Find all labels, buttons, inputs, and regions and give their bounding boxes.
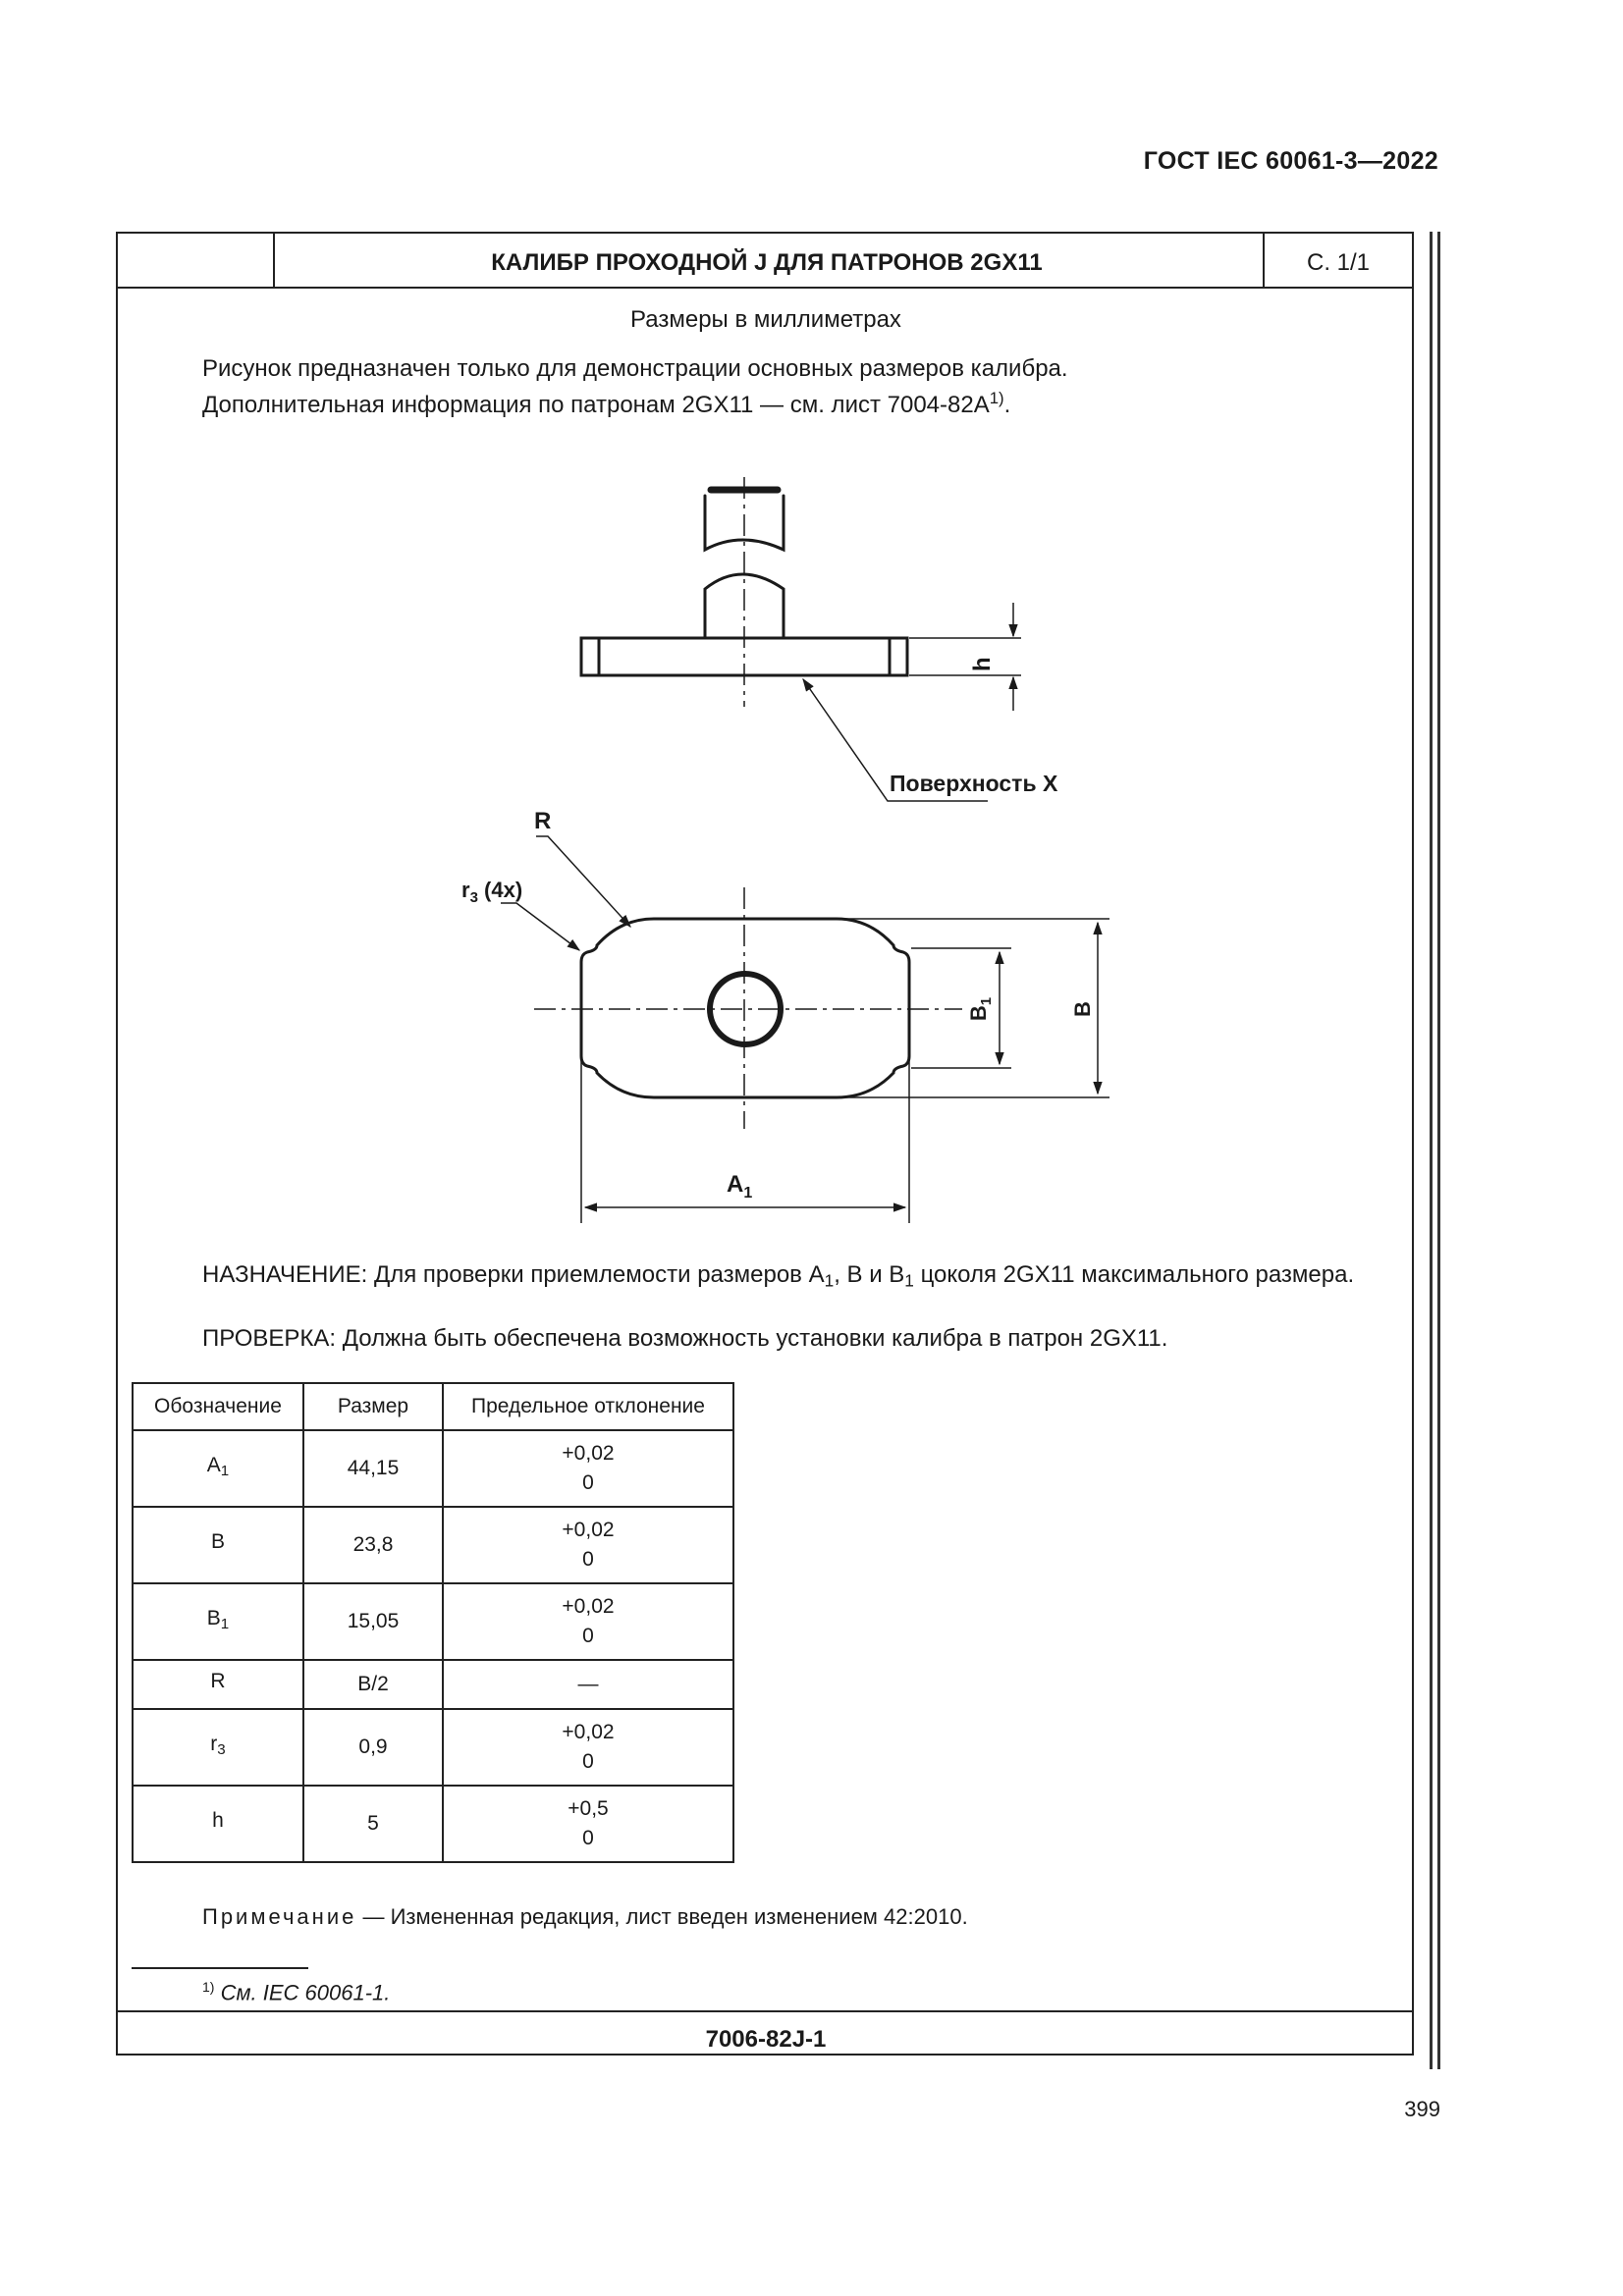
tolerance-cell: +0,02 0 bbox=[443, 1709, 733, 1786]
table-row bbox=[133, 1507, 733, 1583]
table-header: Предельное отклонение bbox=[443, 1383, 733, 1430]
surface-x-label: Поверхность X bbox=[890, 771, 1058, 796]
b-label: B bbox=[1070, 1001, 1095, 1017]
r-label: R bbox=[534, 808, 552, 834]
purpose-text: НАЗНАЧЕНИЕ: Для проверки приемлемости размеров $A_1$, B и $B_1$ цоколя 2GX11 максимального размера. bbox=[202, 1261, 1355, 1291]
size-cell: 5 bbox=[303, 1786, 443, 1862]
r-leader bbox=[536, 836, 630, 927]
sheet-code: 7006-82J-1 bbox=[705, 2026, 827, 2053]
gauge-outline bbox=[581, 919, 909, 1097]
intro-line-2: Дополнительная информация по патронам 2GX11 — см. лист $7004-82A^{1)}$. bbox=[202, 389, 1011, 418]
sheet-title: КАЛИБР ПРОХОДНОЙ J ДЛЯ ПАТРОНОВ 2GX11 bbox=[491, 249, 1043, 276]
size-cell: 23,8 bbox=[303, 1507, 443, 1583]
table-row bbox=[133, 1660, 733, 1709]
table-header: Размер bbox=[303, 1383, 443, 1430]
symbol-cell: B bbox=[133, 1507, 303, 1583]
a1-label: $A_1$ bbox=[727, 1171, 753, 1201]
symbol-cell: $B_1$ bbox=[133, 1583, 303, 1660]
size-cell: B/2 bbox=[303, 1660, 443, 1709]
table-header: Обозначение bbox=[133, 1383, 303, 1430]
tolerance-cell: +0,5 0 bbox=[443, 1786, 733, 1862]
dimension-table bbox=[132, 1382, 734, 1863]
symbol-cell: h bbox=[133, 1786, 303, 1862]
h-label: h bbox=[969, 657, 996, 671]
intro-line-1: Рисунок предназначен только для демонстрации основных размеров калибра. bbox=[202, 355, 1068, 382]
tolerance-cell: +0,02 0 bbox=[443, 1583, 733, 1660]
size-cell: 0,9 bbox=[303, 1709, 443, 1786]
footnote-rule bbox=[132, 1967, 308, 1969]
size-cell: 44,15 bbox=[303, 1430, 443, 1507]
sheet-page-indicator: С. 1/1 bbox=[1306, 249, 1371, 276]
symbol-cell: $r_3$ bbox=[133, 1709, 303, 1786]
table-row bbox=[133, 1583, 733, 1660]
note: Примечание — Измененная редакция, лист введен изменением 42:2010. bbox=[202, 1904, 968, 1929]
standard-header: ГОСТ IEC 60061-3—2022 bbox=[1143, 147, 1438, 175]
symbol-cell: R bbox=[133, 1660, 303, 1709]
symbol-cell: $A_1$ bbox=[133, 1430, 303, 1507]
r3-label: $r_3$ (4x) bbox=[461, 878, 523, 906]
page-number: 399 bbox=[1404, 2097, 1440, 2121]
r3-leader bbox=[501, 903, 579, 950]
table-row bbox=[133, 1786, 733, 1862]
tolerance-cell: — bbox=[443, 1660, 733, 1709]
table-row bbox=[133, 1709, 733, 1786]
table-row bbox=[133, 1430, 733, 1507]
tolerance-cell: +0,02 0 bbox=[443, 1430, 733, 1507]
b1-label: $B_1$ bbox=[966, 996, 995, 1022]
size-cell: 15,05 bbox=[303, 1583, 443, 1660]
footnote: $^{1)}$ См. IEC 60061-1. bbox=[202, 1979, 391, 2005]
check-text: ПРОВЕРКА: Должна быть обеспечена возможность установки калибра в патрон 2GX11. bbox=[202, 1325, 1168, 1352]
units-note: Размеры в миллиметрах bbox=[630, 306, 901, 333]
tolerance-cell: +0,02 0 bbox=[443, 1507, 733, 1583]
